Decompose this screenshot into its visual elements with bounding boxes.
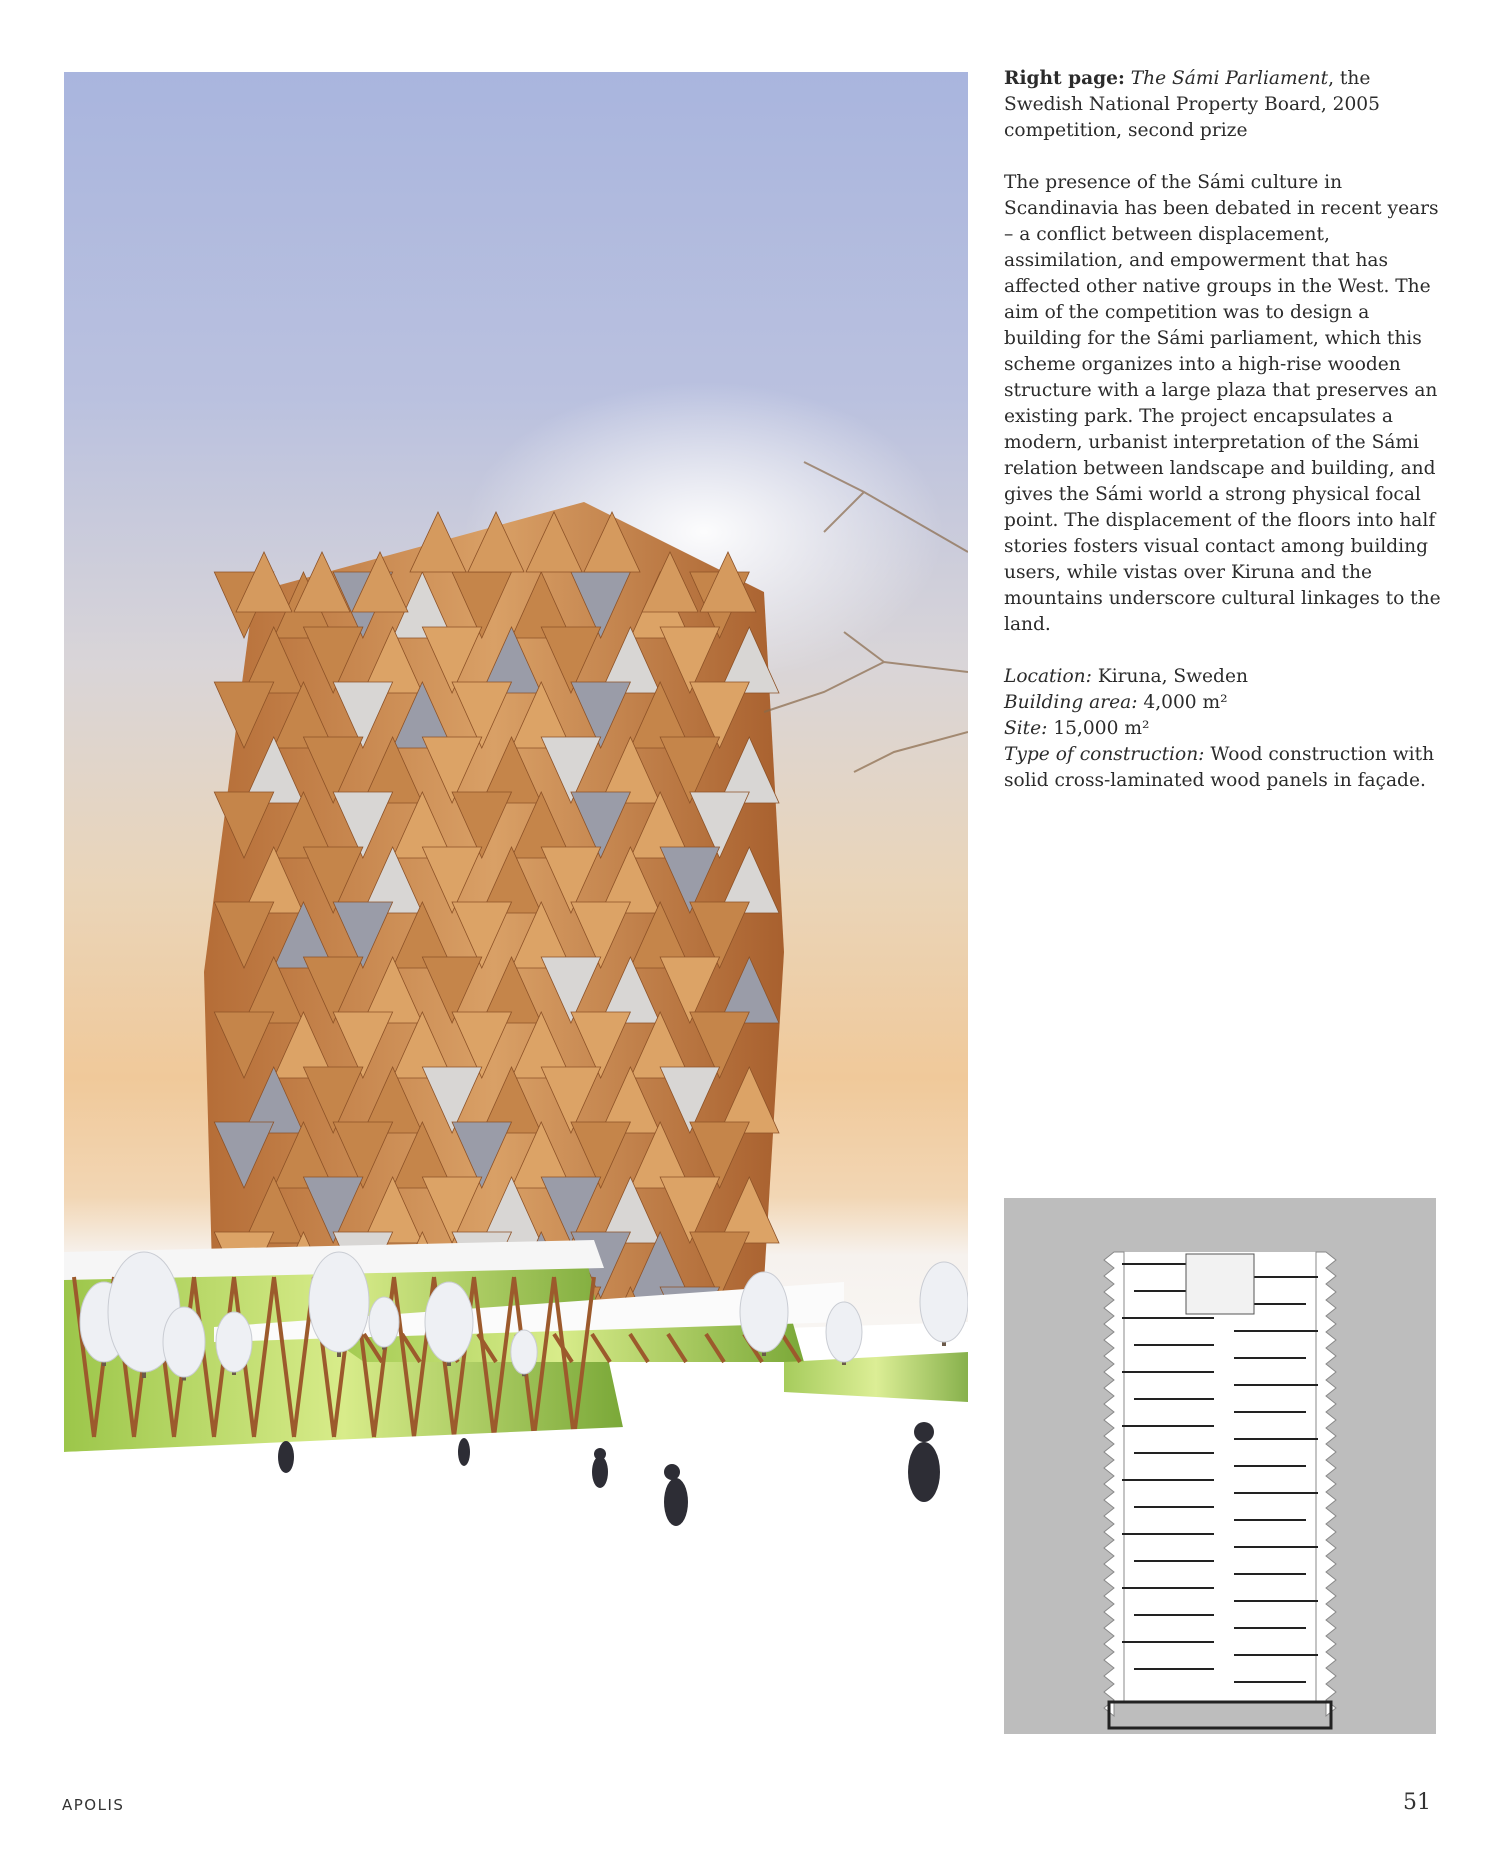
page-number: 51: [1403, 1790, 1431, 1815]
caption-heading: [1004, 66, 1444, 144]
tower-rendering: [64, 72, 968, 1552]
publisher-footer: APOLIS: [62, 1796, 125, 1814]
fact-building-area: Building area: 4,000 m²: [1004, 692, 1228, 713]
snowy-tree: [425, 1282, 473, 1362]
snowy-tree: [369, 1297, 399, 1347]
fact-construction: Type of construction: Wood construction with solid cross-laminated wood panels in façade.: [1004, 744, 1435, 791]
snowy-tree: [920, 1262, 968, 1342]
project-facts: [1004, 664, 1444, 794]
snowy-tree: [740, 1272, 788, 1352]
snowy-tree: [216, 1312, 252, 1372]
caption-body: The presence of the Sámi culture in Scandinavia has been debated in recent years – a conflict between displacement, assimilation, and empowerment that has affected other native groups in the West. The aim of the competition was to design a building for the Sámi parliament, which this scheme organizes into a high-rise wooden structure with a large plaza that preserves an existing park. The project encapsulates a modern, urbanist interpretation of the Sámi relation between landscape and building, and gives the Sámi world a strong physical focal point. The displacement of the floors into half stories fosters visual contact among building users, while vistas over Kiruna and the mountains underscore cultural linkages to the land.: [1004, 172, 1441, 635]
caption-title: The Sámi Parliament: [1130, 68, 1329, 89]
fact-site: Site: 15,000 m²: [1004, 718, 1150, 739]
caption-block: [1004, 66, 1444, 794]
fact-location: Location: Kiruna, Sweden: [1004, 666, 1248, 687]
caption-lead: Right page:: [1004, 68, 1125, 89]
tower-rendering-illustration: [64, 72, 968, 1552]
building-section-drawing: [1004, 1198, 1436, 1734]
snowy-tree: [511, 1330, 537, 1374]
caption-heading-rest: , the Swedish National Property Board, 2005 competition, second prize: [1004, 68, 1380, 141]
snowy-tree: [163, 1307, 205, 1377]
snowy-tree: [309, 1252, 369, 1352]
section-drawing: [1004, 1198, 1436, 1734]
snowy-tree: [826, 1302, 862, 1362]
